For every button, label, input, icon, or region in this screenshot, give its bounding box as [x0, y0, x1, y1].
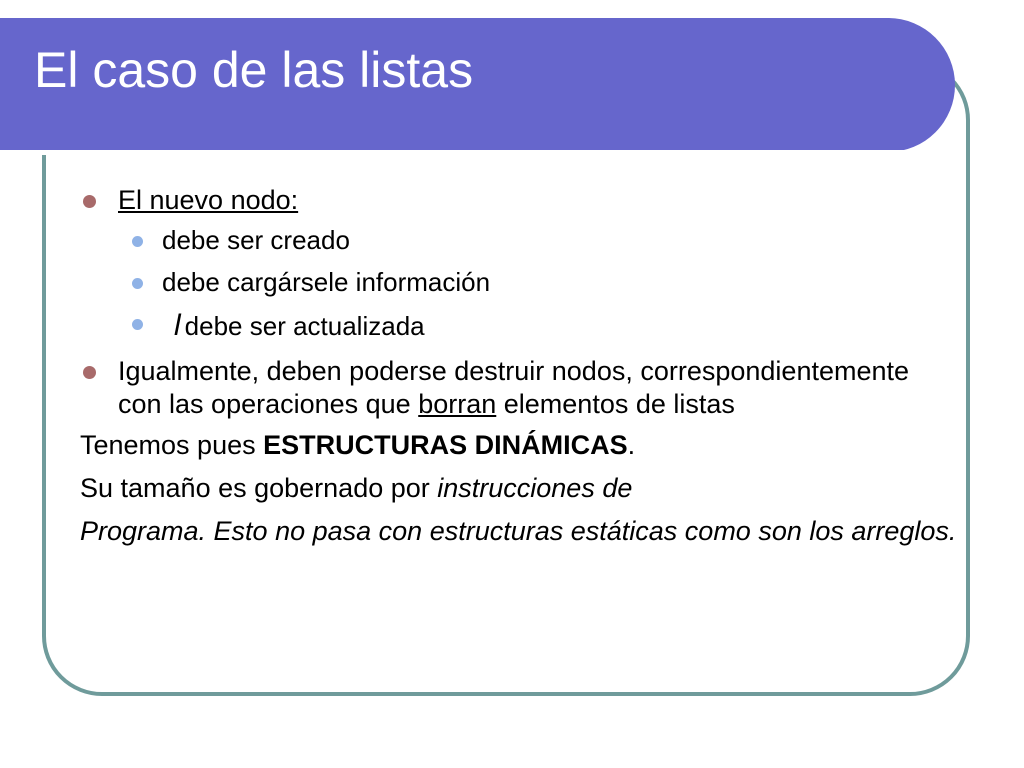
- bullet-text-end: elementos de listas: [496, 388, 735, 419]
- paragraph-italic: Programa. Esto no pasa con estructuras estáticas como son los arreglos.: [80, 515, 957, 546]
- slide-body: [80, 184, 960, 558]
- paragraph-program: [80, 515, 960, 548]
- bullet-label: El nuevo nodo:: [118, 185, 299, 215]
- bullet-text: Igualmente, deben poderse destruir nodos, correspondientemente con las operaciones que: [118, 355, 910, 419]
- title-underline: [0, 150, 905, 155]
- sub-bullet-dot-icon: [132, 236, 143, 247]
- sub-bullet-text: debe cargársele información: [162, 266, 491, 297]
- bullet-dot-icon: [83, 195, 96, 208]
- bullet-item-destroy-nodes: [80, 355, 960, 421]
- sub-bullet-dot-icon: [132, 319, 143, 330]
- sub-bullet-item: [80, 267, 960, 299]
- sub-bullet-text: debe ser creado: [162, 224, 350, 255]
- paragraph-dynamic-structures: [80, 429, 960, 462]
- paragraph-end: .: [627, 429, 636, 460]
- sub-bullet-text: debe ser actualizada: [184, 311, 425, 342]
- paragraph-size-governed: [80, 472, 960, 505]
- paragraph-text: Tenemos pues: [80, 429, 264, 460]
- sub-bullet-item: [80, 308, 960, 345]
- paragraph-italic: instrucciones de: [437, 472, 633, 503]
- sub-bullet-prefix: l: [174, 309, 181, 343]
- bullet-dot-icon: [83, 366, 96, 379]
- sub-bullet-dot-icon: [132, 278, 143, 289]
- paragraph-bold: ESTRUCTURAS DINÁMICAS: [263, 429, 628, 460]
- underlined-word: borran: [418, 388, 497, 419]
- bullet-item-new-node: [80, 184, 960, 217]
- paragraph-text: Su tamaño es gobernado por: [80, 472, 438, 503]
- slide-title: El caso de las listas: [34, 42, 474, 98]
- sub-bullet-item: [80, 225, 960, 257]
